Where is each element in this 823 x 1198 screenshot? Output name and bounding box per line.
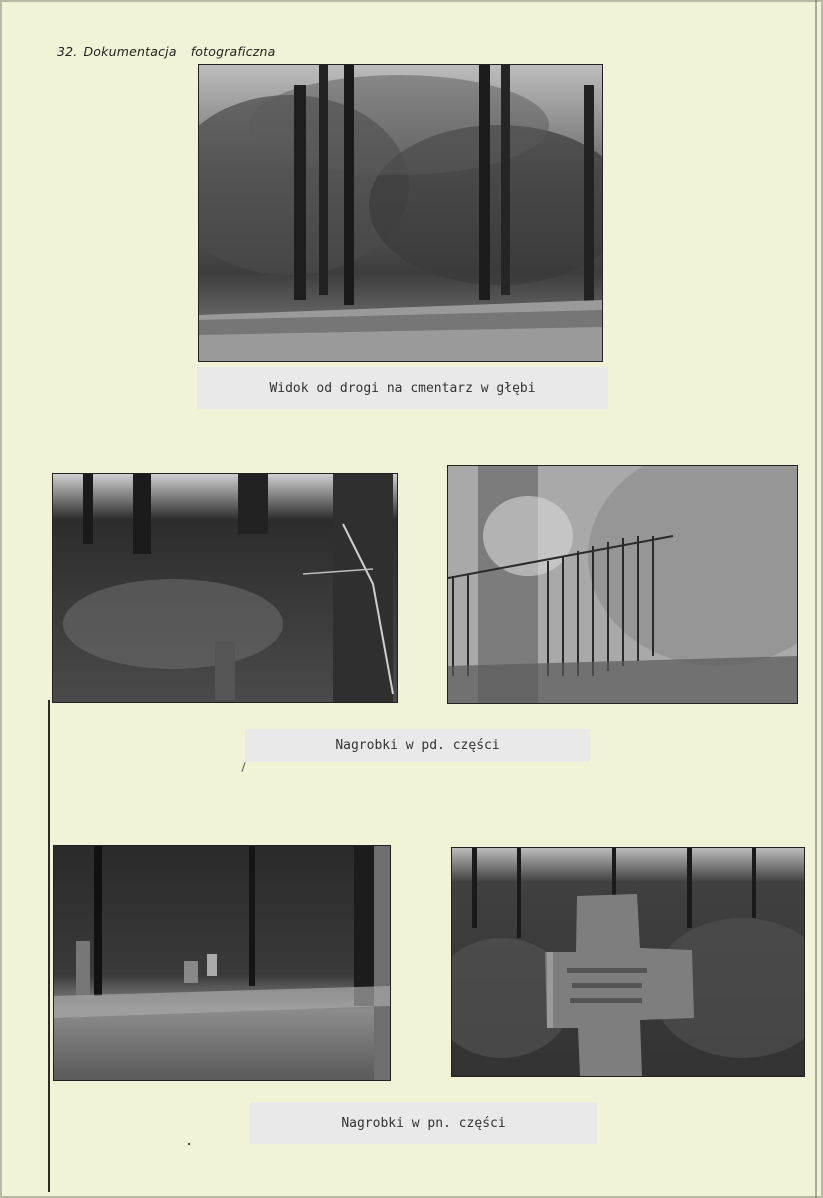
page-number: 32.	[57, 44, 78, 59]
speck	[188, 1143, 190, 1145]
page-edge	[815, 0, 817, 1198]
header-word-1: Dokumentacja	[83, 44, 177, 59]
margin-line	[48, 700, 50, 1192]
caption-middle: Nagrobki w pd. części	[245, 729, 590, 762]
caption-bottom: Nagrobki w pn. części	[250, 1102, 597, 1144]
caption-top: Widok od drogi na cmentarz w głębi	[197, 367, 608, 409]
header-word-2: fotograficzna	[190, 44, 276, 59]
pen-mark	[241, 762, 245, 772]
photo-south-1	[53, 474, 397, 702]
photo-north-1	[54, 846, 390, 1080]
photo-south-2	[448, 466, 797, 703]
page-header	[57, 44, 276, 59]
photo-north-2	[452, 848, 804, 1076]
photo-forest-road	[199, 65, 602, 361]
